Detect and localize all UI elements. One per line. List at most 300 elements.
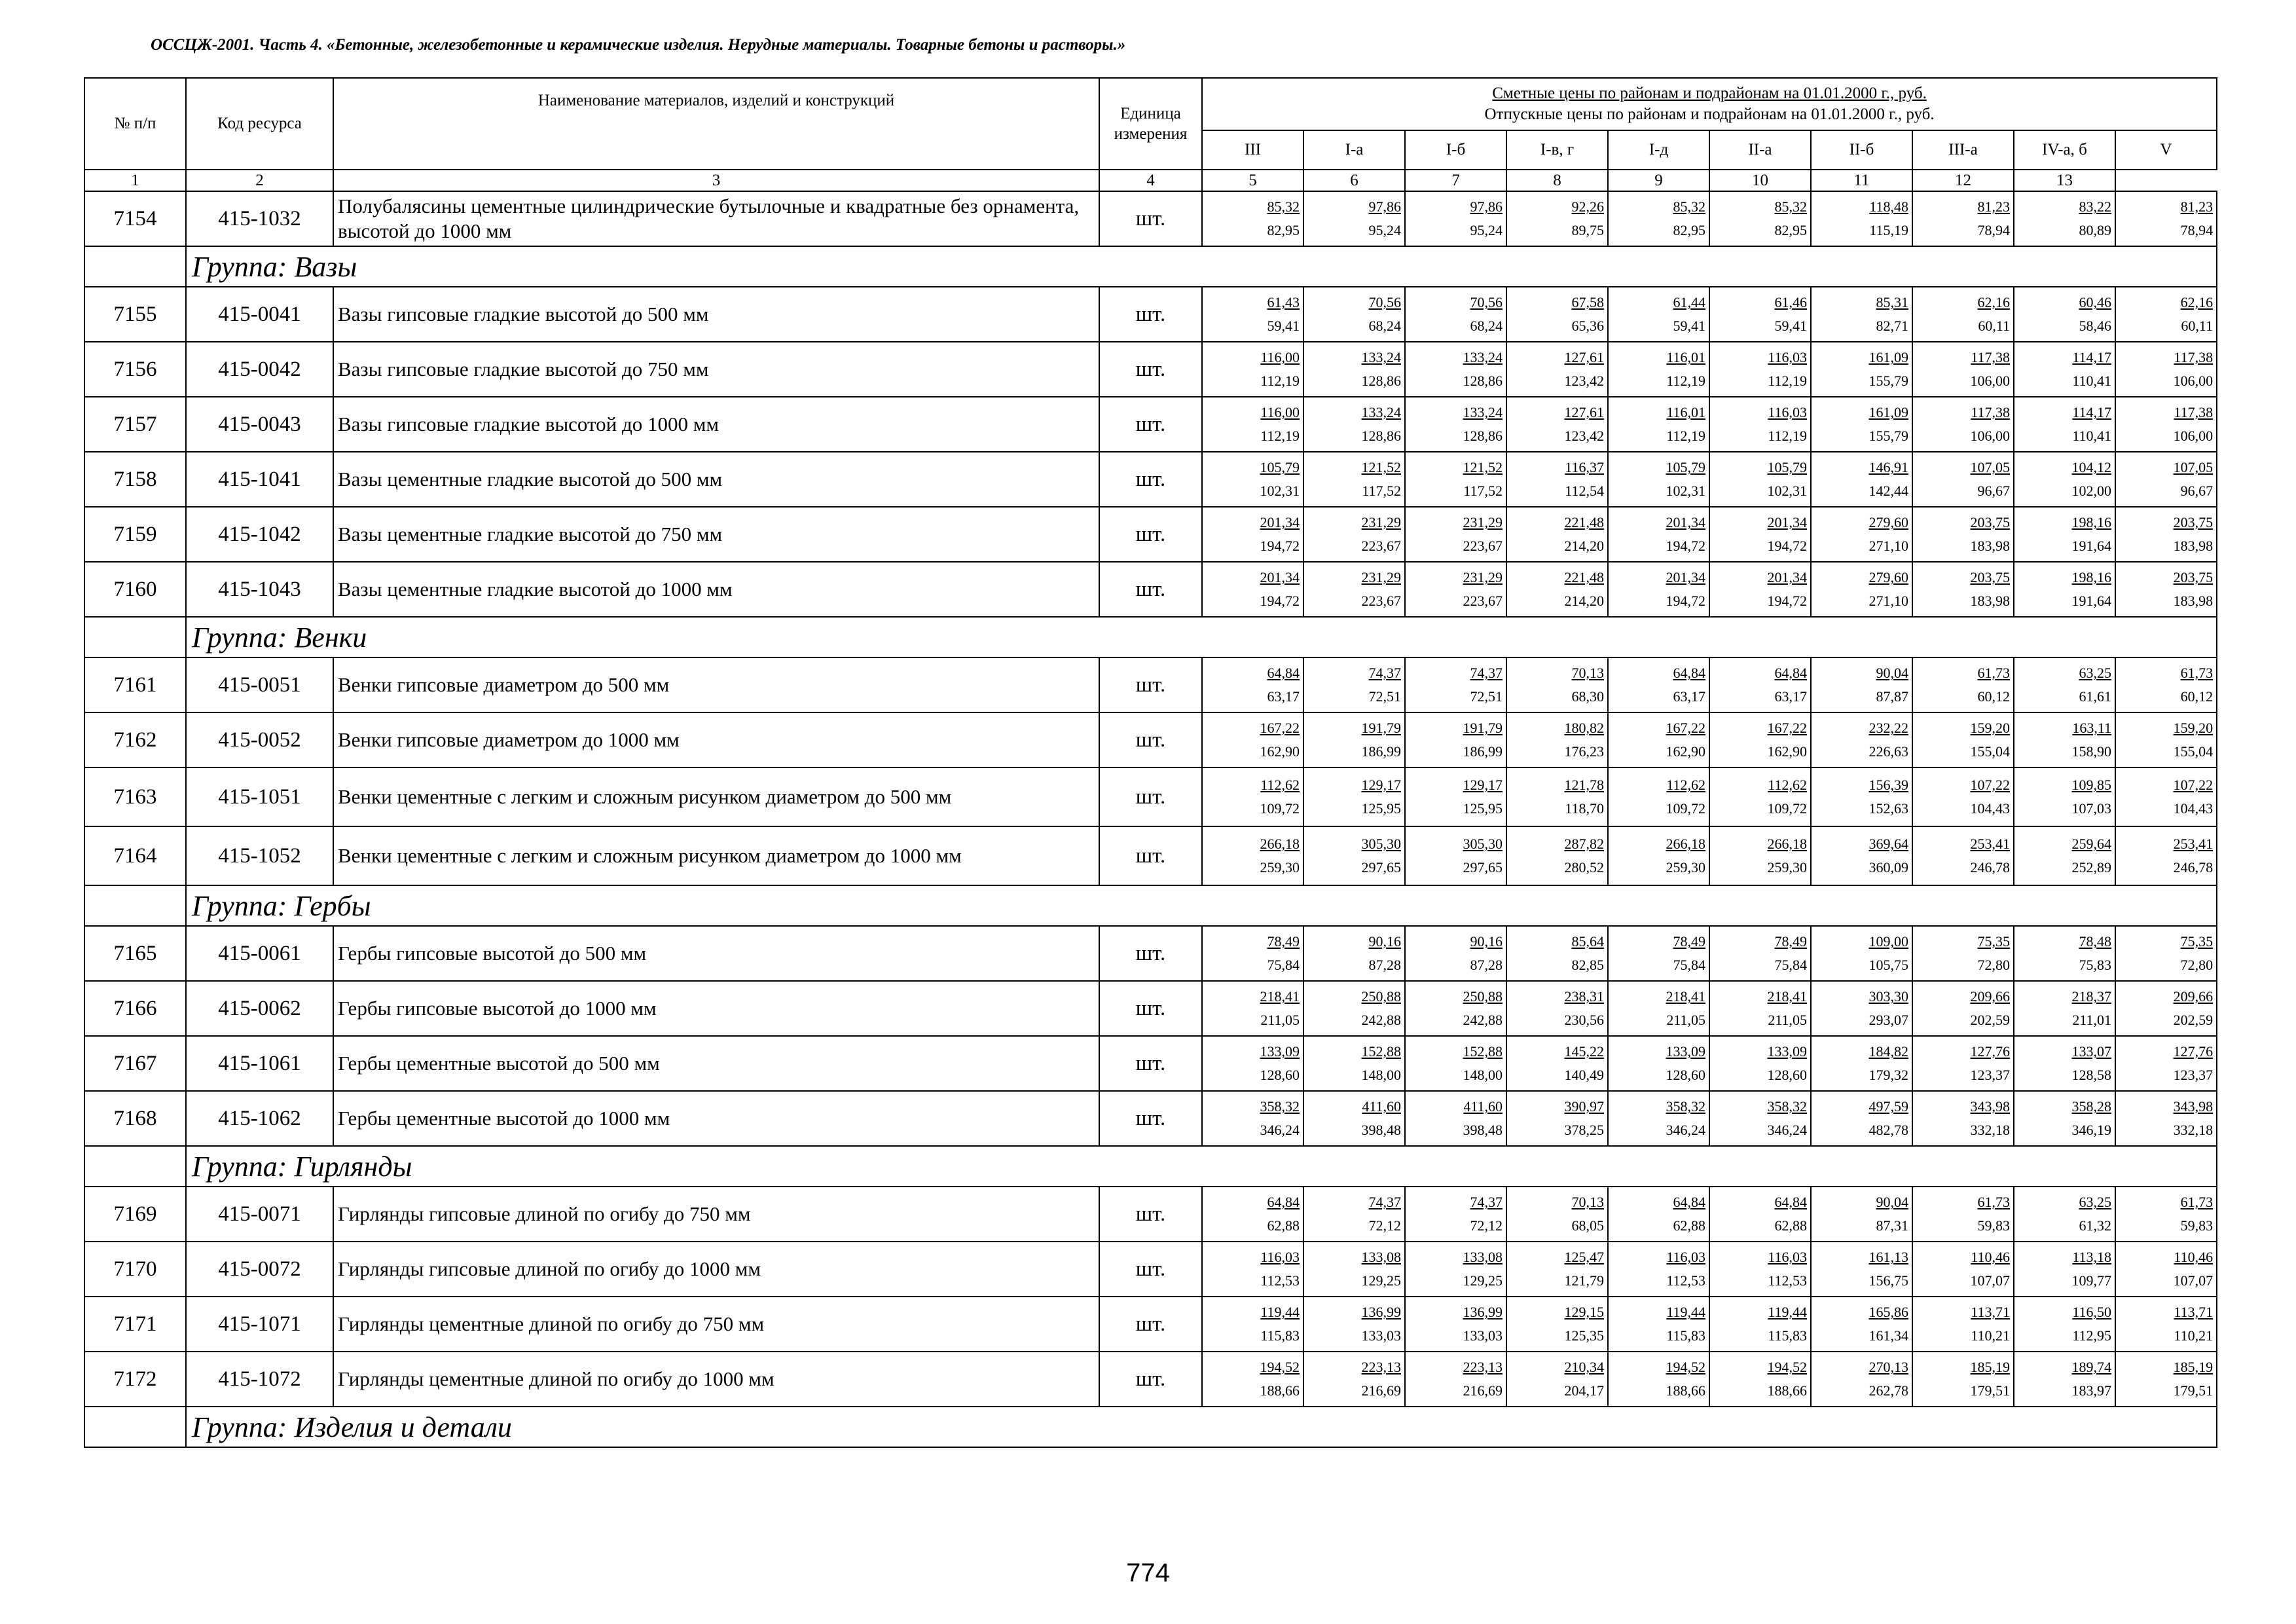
price-cell bbox=[1202, 287, 1303, 342]
group-spacer-cell bbox=[84, 885, 186, 926]
release-price: 293,07 bbox=[1868, 1012, 1908, 1029]
release-price: 259,30 bbox=[1260, 859, 1300, 876]
release-price: 107,07 bbox=[1970, 1272, 2010, 1289]
group-title: Группа: Вазы bbox=[186, 246, 2217, 287]
estimated-price: 191,79 bbox=[1463, 720, 1503, 737]
estimated-price: 119,44 bbox=[1768, 1304, 1807, 1321]
group-title: Группа: Гербы bbox=[186, 885, 2217, 926]
resource-code: 415-0062 bbox=[186, 981, 333, 1036]
release-price: 332,18 bbox=[1970, 1122, 2010, 1139]
price-cell bbox=[1709, 657, 1811, 712]
price-cell bbox=[2014, 1242, 2115, 1297]
estimated-price: 133,08 bbox=[1463, 1249, 1503, 1266]
price-cell bbox=[1912, 1297, 2014, 1352]
resource-code: 415-1071 bbox=[186, 1297, 333, 1352]
release-price: 102,31 bbox=[1767, 483, 1807, 500]
price-cell bbox=[1709, 452, 1811, 507]
item-name: Венки гипсовые диаметром до 1000 мм bbox=[333, 712, 1099, 767]
price-cell bbox=[1608, 1352, 1709, 1407]
price-cell bbox=[2115, 826, 2217, 885]
item-name: Вазы гипсовые гладкие высотой до 1000 мм bbox=[333, 397, 1099, 452]
release-price: 104,43 bbox=[2173, 800, 2214, 817]
price-cell bbox=[1811, 1187, 1912, 1242]
release-price: 246,78 bbox=[2173, 859, 2214, 876]
release-price: 112,53 bbox=[1768, 1272, 1807, 1289]
release-price: 80,89 bbox=[2079, 222, 2111, 239]
release-price: 112,19 bbox=[1666, 428, 1705, 445]
price-cell bbox=[2014, 1091, 2115, 1146]
table-row bbox=[84, 657, 2217, 712]
item-name: Гирлянды гипсовые длиной по огибу до 750 мм bbox=[333, 1187, 1099, 1242]
estimated-price: 60,46 bbox=[2079, 294, 2111, 311]
release-price: 398,48 bbox=[1463, 1122, 1503, 1139]
estimated-price: 64,84 bbox=[1673, 665, 1705, 682]
estimated-price: 358,28 bbox=[2071, 1098, 2111, 1115]
item-name: Полубалясины цементные цилиндрические бутылочные и квадратные без орнамента, высотой до 1000 мм bbox=[333, 191, 1099, 246]
estimated-price: 185,19 bbox=[2173, 1359, 2214, 1376]
group-title: Группа: Гирлянды bbox=[186, 1146, 2217, 1187]
group-row bbox=[84, 617, 2217, 657]
estimated-price: 74,37 bbox=[1470, 1194, 1503, 1211]
estimated-price: 117,38 bbox=[2174, 404, 2214, 421]
estimated-price: 127,76 bbox=[1970, 1043, 2010, 1060]
price-cell bbox=[1608, 397, 1709, 452]
price-cell bbox=[1506, 507, 1608, 562]
release-price: 211,05 bbox=[1260, 1012, 1300, 1029]
estimated-price: 194,52 bbox=[1260, 1359, 1300, 1376]
release-price: 179,32 bbox=[1868, 1067, 1908, 1084]
estimated-price: 159,20 bbox=[1970, 720, 2010, 737]
resource-code: 415-0072 bbox=[186, 1242, 333, 1297]
price-cell bbox=[1506, 1297, 1608, 1352]
item-unit: шт. bbox=[1099, 1091, 1202, 1146]
price-cell bbox=[2115, 1187, 2217, 1242]
resource-code: 415-0052 bbox=[186, 712, 333, 767]
resource-code: 415-0043 bbox=[186, 397, 333, 452]
item-name: Гербы гипсовые высотой до 500 мм bbox=[333, 926, 1099, 981]
table-row bbox=[84, 1297, 2217, 1352]
release-price: 109,72 bbox=[1260, 800, 1300, 817]
price-cell bbox=[2115, 452, 2217, 507]
release-price: 68,30 bbox=[1571, 688, 1604, 705]
price-cell bbox=[1811, 926, 1912, 981]
estimated-price: 180,82 bbox=[1564, 720, 1604, 737]
price-cell bbox=[2115, 1242, 2217, 1297]
item-unit: шт. bbox=[1099, 507, 1202, 562]
group-row bbox=[84, 885, 2217, 926]
release-price: 87,87 bbox=[1876, 688, 1908, 705]
release-price: 82,85 bbox=[1571, 957, 1604, 974]
column-number-row bbox=[84, 170, 2217, 191]
release-price: 110,41 bbox=[2072, 373, 2111, 390]
price-cell bbox=[1709, 1091, 1811, 1146]
release-price: 72,51 bbox=[1368, 688, 1401, 705]
item-number: 7159 bbox=[84, 507, 186, 562]
price-cell bbox=[2014, 1297, 2115, 1352]
item-unit: шт. bbox=[1099, 562, 1202, 617]
price-cell bbox=[2115, 767, 2217, 826]
release-price: 346,19 bbox=[2071, 1122, 2111, 1139]
release-price: 186,99 bbox=[1361, 743, 1401, 760]
price-cell bbox=[1303, 1187, 1405, 1242]
price-cell bbox=[1202, 1187, 1303, 1242]
release-price: 223,67 bbox=[1361, 593, 1401, 610]
release-price: 87,28 bbox=[1368, 957, 1401, 974]
price-cell bbox=[1709, 562, 1811, 617]
release-price: 78,94 bbox=[1977, 222, 2010, 239]
header-region: I-д bbox=[1608, 130, 1709, 170]
release-price: 360,09 bbox=[1868, 859, 1908, 876]
release-price: 204,17 bbox=[1564, 1382, 1604, 1399]
resource-code: 415-1072 bbox=[186, 1352, 333, 1407]
estimated-price: 70,13 bbox=[1571, 665, 1604, 682]
price-cell bbox=[2014, 452, 2115, 507]
price-cell bbox=[1405, 981, 1506, 1036]
item-number: 7163 bbox=[84, 767, 186, 826]
price-cell bbox=[1811, 191, 1912, 246]
estimated-price: 75,35 bbox=[1977, 933, 2010, 950]
estimated-price: 203,75 bbox=[1970, 514, 2010, 531]
estimated-price: 201,34 bbox=[1666, 514, 1705, 531]
release-price: 262,78 bbox=[1868, 1382, 1908, 1399]
release-price: 72,80 bbox=[1977, 957, 2010, 974]
item-unit: шт. bbox=[1099, 1297, 1202, 1352]
estimated-price: 218,37 bbox=[2071, 988, 2111, 1005]
estimated-price: 67,58 bbox=[1571, 294, 1604, 311]
estimated-price: 61,46 bbox=[1774, 294, 1807, 311]
price-cell bbox=[1202, 562, 1303, 617]
item-number: 7161 bbox=[84, 657, 186, 712]
price-cell bbox=[2014, 767, 2115, 826]
release-price: 102,31 bbox=[1666, 483, 1705, 500]
price-cell bbox=[1912, 287, 2014, 342]
release-price: 107,03 bbox=[2071, 800, 2111, 817]
estimated-price: 112,62 bbox=[1768, 777, 1807, 794]
item-number: 7157 bbox=[84, 397, 186, 452]
estimated-price: 113,71 bbox=[2174, 1304, 2214, 1321]
price-cell bbox=[1912, 826, 2014, 885]
estimated-price: 133,24 bbox=[1361, 404, 1401, 421]
release-price: 95,24 bbox=[1470, 222, 1503, 239]
resource-code: 415-1032 bbox=[186, 191, 333, 246]
price-cell bbox=[1912, 712, 2014, 767]
price-cell bbox=[1912, 657, 2014, 712]
release-price: 60,11 bbox=[2181, 318, 2214, 335]
estimated-price: 167,22 bbox=[1666, 720, 1705, 737]
price-cell bbox=[2115, 507, 2217, 562]
price-cell bbox=[1303, 1091, 1405, 1146]
header-region: I-б bbox=[1405, 130, 1506, 170]
estimated-price: 113,71 bbox=[1971, 1304, 2010, 1321]
release-price: 191,64 bbox=[2071, 538, 2111, 555]
price-cell bbox=[2014, 287, 2115, 342]
table-row bbox=[84, 712, 2217, 767]
price-cell bbox=[1811, 1242, 1912, 1297]
release-price: 194,72 bbox=[1767, 593, 1807, 610]
price-cell bbox=[1608, 926, 1709, 981]
release-price: 60,12 bbox=[2180, 688, 2214, 705]
group-spacer-cell bbox=[84, 246, 186, 287]
price-cell bbox=[2115, 712, 2217, 767]
price-cell bbox=[1405, 342, 1506, 397]
price-cell bbox=[1811, 826, 1912, 885]
price-cell bbox=[1303, 926, 1405, 981]
estimated-price: 270,13 bbox=[1868, 1359, 1908, 1376]
release-price: 271,10 bbox=[1868, 538, 1908, 555]
release-price: 61,61 bbox=[2079, 688, 2111, 705]
price-cell bbox=[1811, 1036, 1912, 1091]
price-cell bbox=[1303, 826, 1405, 885]
release-price: 242,88 bbox=[1361, 1012, 1401, 1029]
price-cell bbox=[1405, 507, 1506, 562]
resource-code: 415-0042 bbox=[186, 342, 333, 397]
estimated-price: 127,61 bbox=[1564, 349, 1604, 366]
price-cell bbox=[1912, 1242, 2014, 1297]
release-price: 63,17 bbox=[1267, 688, 1300, 705]
price-table bbox=[84, 77, 2217, 1448]
price-cell bbox=[2115, 1297, 2217, 1352]
header-name: Наименование материалов, изделий и конструкций bbox=[333, 78, 1099, 170]
release-price: 158,90 bbox=[2071, 743, 2111, 760]
release-price: 202,59 bbox=[1970, 1012, 2010, 1029]
estimated-price: 74,37 bbox=[1470, 665, 1503, 682]
price-cell bbox=[1608, 712, 1709, 767]
table-row bbox=[84, 1036, 2217, 1091]
estimated-price: 209,66 bbox=[2173, 988, 2214, 1005]
release-price: 60,12 bbox=[1977, 688, 2010, 705]
price-cell bbox=[1303, 452, 1405, 507]
table-row bbox=[84, 191, 2217, 246]
release-price: 123,37 bbox=[1970, 1067, 2010, 1084]
price-cell bbox=[1202, 1352, 1303, 1407]
resource-code: 415-1051 bbox=[186, 767, 333, 826]
estimated-price: 64,84 bbox=[1267, 665, 1300, 682]
price-cell bbox=[1405, 1242, 1506, 1297]
estimated-price: 133,08 bbox=[1361, 1249, 1401, 1266]
release-price: 59,41 bbox=[1267, 318, 1300, 335]
estimated-price: 70,56 bbox=[1470, 294, 1503, 311]
estimated-price: 92,26 bbox=[1571, 198, 1604, 215]
price-cell bbox=[1608, 562, 1709, 617]
release-price: 59,83 bbox=[1977, 1217, 2010, 1234]
item-name: Гербы цементные высотой до 1000 мм bbox=[333, 1091, 1099, 1146]
price-cell bbox=[1405, 287, 1506, 342]
estimated-price: 116,37 bbox=[1565, 459, 1604, 476]
price-cell bbox=[2014, 342, 2115, 397]
price-cell bbox=[1811, 981, 1912, 1036]
estimated-price: 194,52 bbox=[1666, 1359, 1705, 1376]
price-cell bbox=[1709, 826, 1811, 885]
estimated-price: 61,43 bbox=[1267, 294, 1300, 311]
item-unit: шт. bbox=[1099, 981, 1202, 1036]
release-price: 128,60 bbox=[1260, 1067, 1300, 1084]
price-cell bbox=[1709, 191, 1811, 246]
release-price: 110,21 bbox=[1971, 1327, 2010, 1344]
release-price: 96,67 bbox=[2180, 483, 2214, 500]
table-row bbox=[84, 287, 2217, 342]
price-cell bbox=[1506, 657, 1608, 712]
estimated-price: 85,32 bbox=[1267, 198, 1300, 215]
release-price: 183,98 bbox=[2173, 538, 2214, 555]
release-price: 246,78 bbox=[1970, 859, 2010, 876]
item-unit: шт. bbox=[1099, 342, 1202, 397]
price-cell bbox=[1303, 1242, 1405, 1297]
estimated-price: 218,41 bbox=[1767, 988, 1807, 1005]
estimated-price: 105,79 bbox=[1666, 459, 1705, 476]
price-cell bbox=[1405, 767, 1506, 826]
release-price: 82,71 bbox=[1876, 318, 1908, 335]
release-price: 226,63 bbox=[1868, 743, 1908, 760]
release-price: 112,19 bbox=[1666, 373, 1705, 390]
estimated-price: 305,30 bbox=[1463, 836, 1503, 853]
estimated-price: 129,15 bbox=[1564, 1304, 1604, 1321]
estimated-price: 97,86 bbox=[1470, 198, 1503, 215]
estimated-price: 390,97 bbox=[1564, 1098, 1604, 1115]
resource-code: 415-1061 bbox=[186, 1036, 333, 1091]
release-price: 102,00 bbox=[2071, 483, 2111, 500]
release-price: 72,80 bbox=[2180, 957, 2214, 974]
item-unit: шт. bbox=[1099, 712, 1202, 767]
price-cell bbox=[1709, 287, 1811, 342]
header-region: IV-а, б bbox=[2014, 130, 2115, 170]
estimated-price: 121,52 bbox=[1463, 459, 1503, 476]
estimated-price: 61,73 bbox=[1977, 665, 2010, 682]
resource-code: 415-1041 bbox=[186, 452, 333, 507]
estimated-price: 70,56 bbox=[1368, 294, 1401, 311]
estimated-price: 116,00 bbox=[1260, 349, 1300, 366]
price-cell bbox=[2014, 397, 2115, 452]
price-cell bbox=[1202, 926, 1303, 981]
estimated-price: 136,99 bbox=[1463, 1304, 1503, 1321]
table-row bbox=[84, 1091, 2217, 1146]
price-cell bbox=[1709, 397, 1811, 452]
estimated-price: 78,49 bbox=[1774, 933, 1807, 950]
release-price: 211,05 bbox=[1768, 1012, 1807, 1029]
item-name: Вазы цементные гладкие высотой до 750 мм bbox=[333, 507, 1099, 562]
release-price: 61,32 bbox=[2079, 1217, 2111, 1234]
estimated-price: 266,18 bbox=[1767, 836, 1807, 853]
price-cell bbox=[1303, 287, 1405, 342]
release-price: 155,04 bbox=[2173, 743, 2214, 760]
estimated-price: 85,32 bbox=[1673, 198, 1705, 215]
estimated-price: 113,18 bbox=[2072, 1249, 2111, 1266]
estimated-price: 191,79 bbox=[1361, 720, 1401, 737]
release-price: 280,52 bbox=[1564, 859, 1604, 876]
price-cell bbox=[1202, 1091, 1303, 1146]
estimated-price: 90,04 bbox=[1876, 1194, 1908, 1211]
price-cell bbox=[2014, 926, 2115, 981]
release-price: 214,20 bbox=[1564, 538, 1604, 555]
estimated-price: 198,16 bbox=[2071, 569, 2111, 586]
release-price: 188,66 bbox=[1767, 1382, 1807, 1399]
release-price: 112,95 bbox=[2072, 1327, 2111, 1344]
price-cell bbox=[1608, 1187, 1709, 1242]
price-cell bbox=[1709, 926, 1811, 981]
price-cell bbox=[2014, 1187, 2115, 1242]
price-cell bbox=[1912, 1352, 2014, 1407]
estimated-price: 358,32 bbox=[1666, 1098, 1705, 1115]
release-price: 211,05 bbox=[1666, 1012, 1705, 1029]
estimated-price: 63,25 bbox=[2079, 665, 2111, 682]
table-row bbox=[84, 397, 2217, 452]
estimated-price: 112,62 bbox=[1666, 777, 1705, 794]
column-number: 4 bbox=[1099, 170, 1202, 191]
item-number: 7172 bbox=[84, 1352, 186, 1407]
release-price: 115,19 bbox=[1869, 222, 1908, 239]
price-cell bbox=[1202, 1242, 1303, 1297]
estimated-price: 358,32 bbox=[1260, 1098, 1300, 1115]
estimated-price: 107,05 bbox=[2173, 459, 2214, 476]
estimated-price: 116,03 bbox=[1768, 349, 1807, 366]
estimated-price: 223,13 bbox=[1463, 1359, 1503, 1376]
release-price: 230,56 bbox=[1564, 1012, 1604, 1029]
estimated-price: 104,12 bbox=[2071, 459, 2111, 476]
header-num: № п/п bbox=[84, 78, 186, 170]
release-price: 72,12 bbox=[1470, 1217, 1503, 1234]
table-row bbox=[84, 826, 2217, 885]
estimated-price: 152,88 bbox=[1361, 1043, 1401, 1060]
release-price: 63,17 bbox=[1774, 688, 1807, 705]
price-cell bbox=[2115, 1352, 2217, 1407]
estimated-price: 411,60 bbox=[1362, 1098, 1401, 1115]
release-price: 112,19 bbox=[1768, 428, 1807, 445]
price-cell bbox=[1608, 657, 1709, 712]
release-price: 118,70 bbox=[1565, 800, 1604, 817]
estimated-price: 85,32 bbox=[1774, 198, 1807, 215]
estimated-price: 116,03 bbox=[1768, 1249, 1807, 1266]
price-cell bbox=[1303, 657, 1405, 712]
release-price: 259,30 bbox=[1666, 859, 1705, 876]
price-cell bbox=[1608, 826, 1709, 885]
price-cell bbox=[1912, 1036, 2014, 1091]
estimated-price: 201,34 bbox=[1666, 569, 1705, 586]
item-number: 7154 bbox=[84, 191, 186, 246]
estimated-price: 250,88 bbox=[1361, 988, 1401, 1005]
price-cell bbox=[1202, 342, 1303, 397]
estimated-price: 210,34 bbox=[1564, 1359, 1604, 1376]
release-price: 155,79 bbox=[1868, 428, 1908, 445]
release-price: 102,31 bbox=[1260, 483, 1300, 500]
estimated-price: 159,20 bbox=[2173, 720, 2214, 737]
price-cell bbox=[1303, 767, 1405, 826]
table-row bbox=[84, 562, 2217, 617]
estimated-price: 266,18 bbox=[1666, 836, 1705, 853]
release-price: 188,66 bbox=[1260, 1382, 1300, 1399]
release-price: 123,37 bbox=[2173, 1067, 2214, 1084]
estimated-price: 194,52 bbox=[1767, 1359, 1807, 1376]
price-cell bbox=[1202, 397, 1303, 452]
release-price: 194,72 bbox=[1260, 593, 1300, 610]
release-price: 148,00 bbox=[1361, 1067, 1401, 1084]
price-cell bbox=[1811, 1091, 1912, 1146]
release-price: 59,41 bbox=[1673, 318, 1705, 335]
table-header bbox=[84, 78, 2217, 191]
release-price: 112,19 bbox=[1260, 428, 1300, 445]
header-region: II-а bbox=[1709, 130, 1811, 170]
release-price: 297,65 bbox=[1463, 859, 1503, 876]
estimated-price: 116,03 bbox=[1260, 1249, 1300, 1266]
item-unit: шт. bbox=[1099, 287, 1202, 342]
item-unit: шт. bbox=[1099, 191, 1202, 246]
release-price: 223,67 bbox=[1463, 538, 1503, 555]
release-price: 148,00 bbox=[1463, 1067, 1503, 1084]
estimated-price: 116,50 bbox=[2072, 1304, 2111, 1321]
price-cell bbox=[1506, 1036, 1608, 1091]
price-cell bbox=[1202, 657, 1303, 712]
estimated-price: 78,49 bbox=[1673, 933, 1705, 950]
release-price: 252,89 bbox=[2071, 859, 2111, 876]
estimated-price: 161,13 bbox=[1868, 1249, 1908, 1266]
